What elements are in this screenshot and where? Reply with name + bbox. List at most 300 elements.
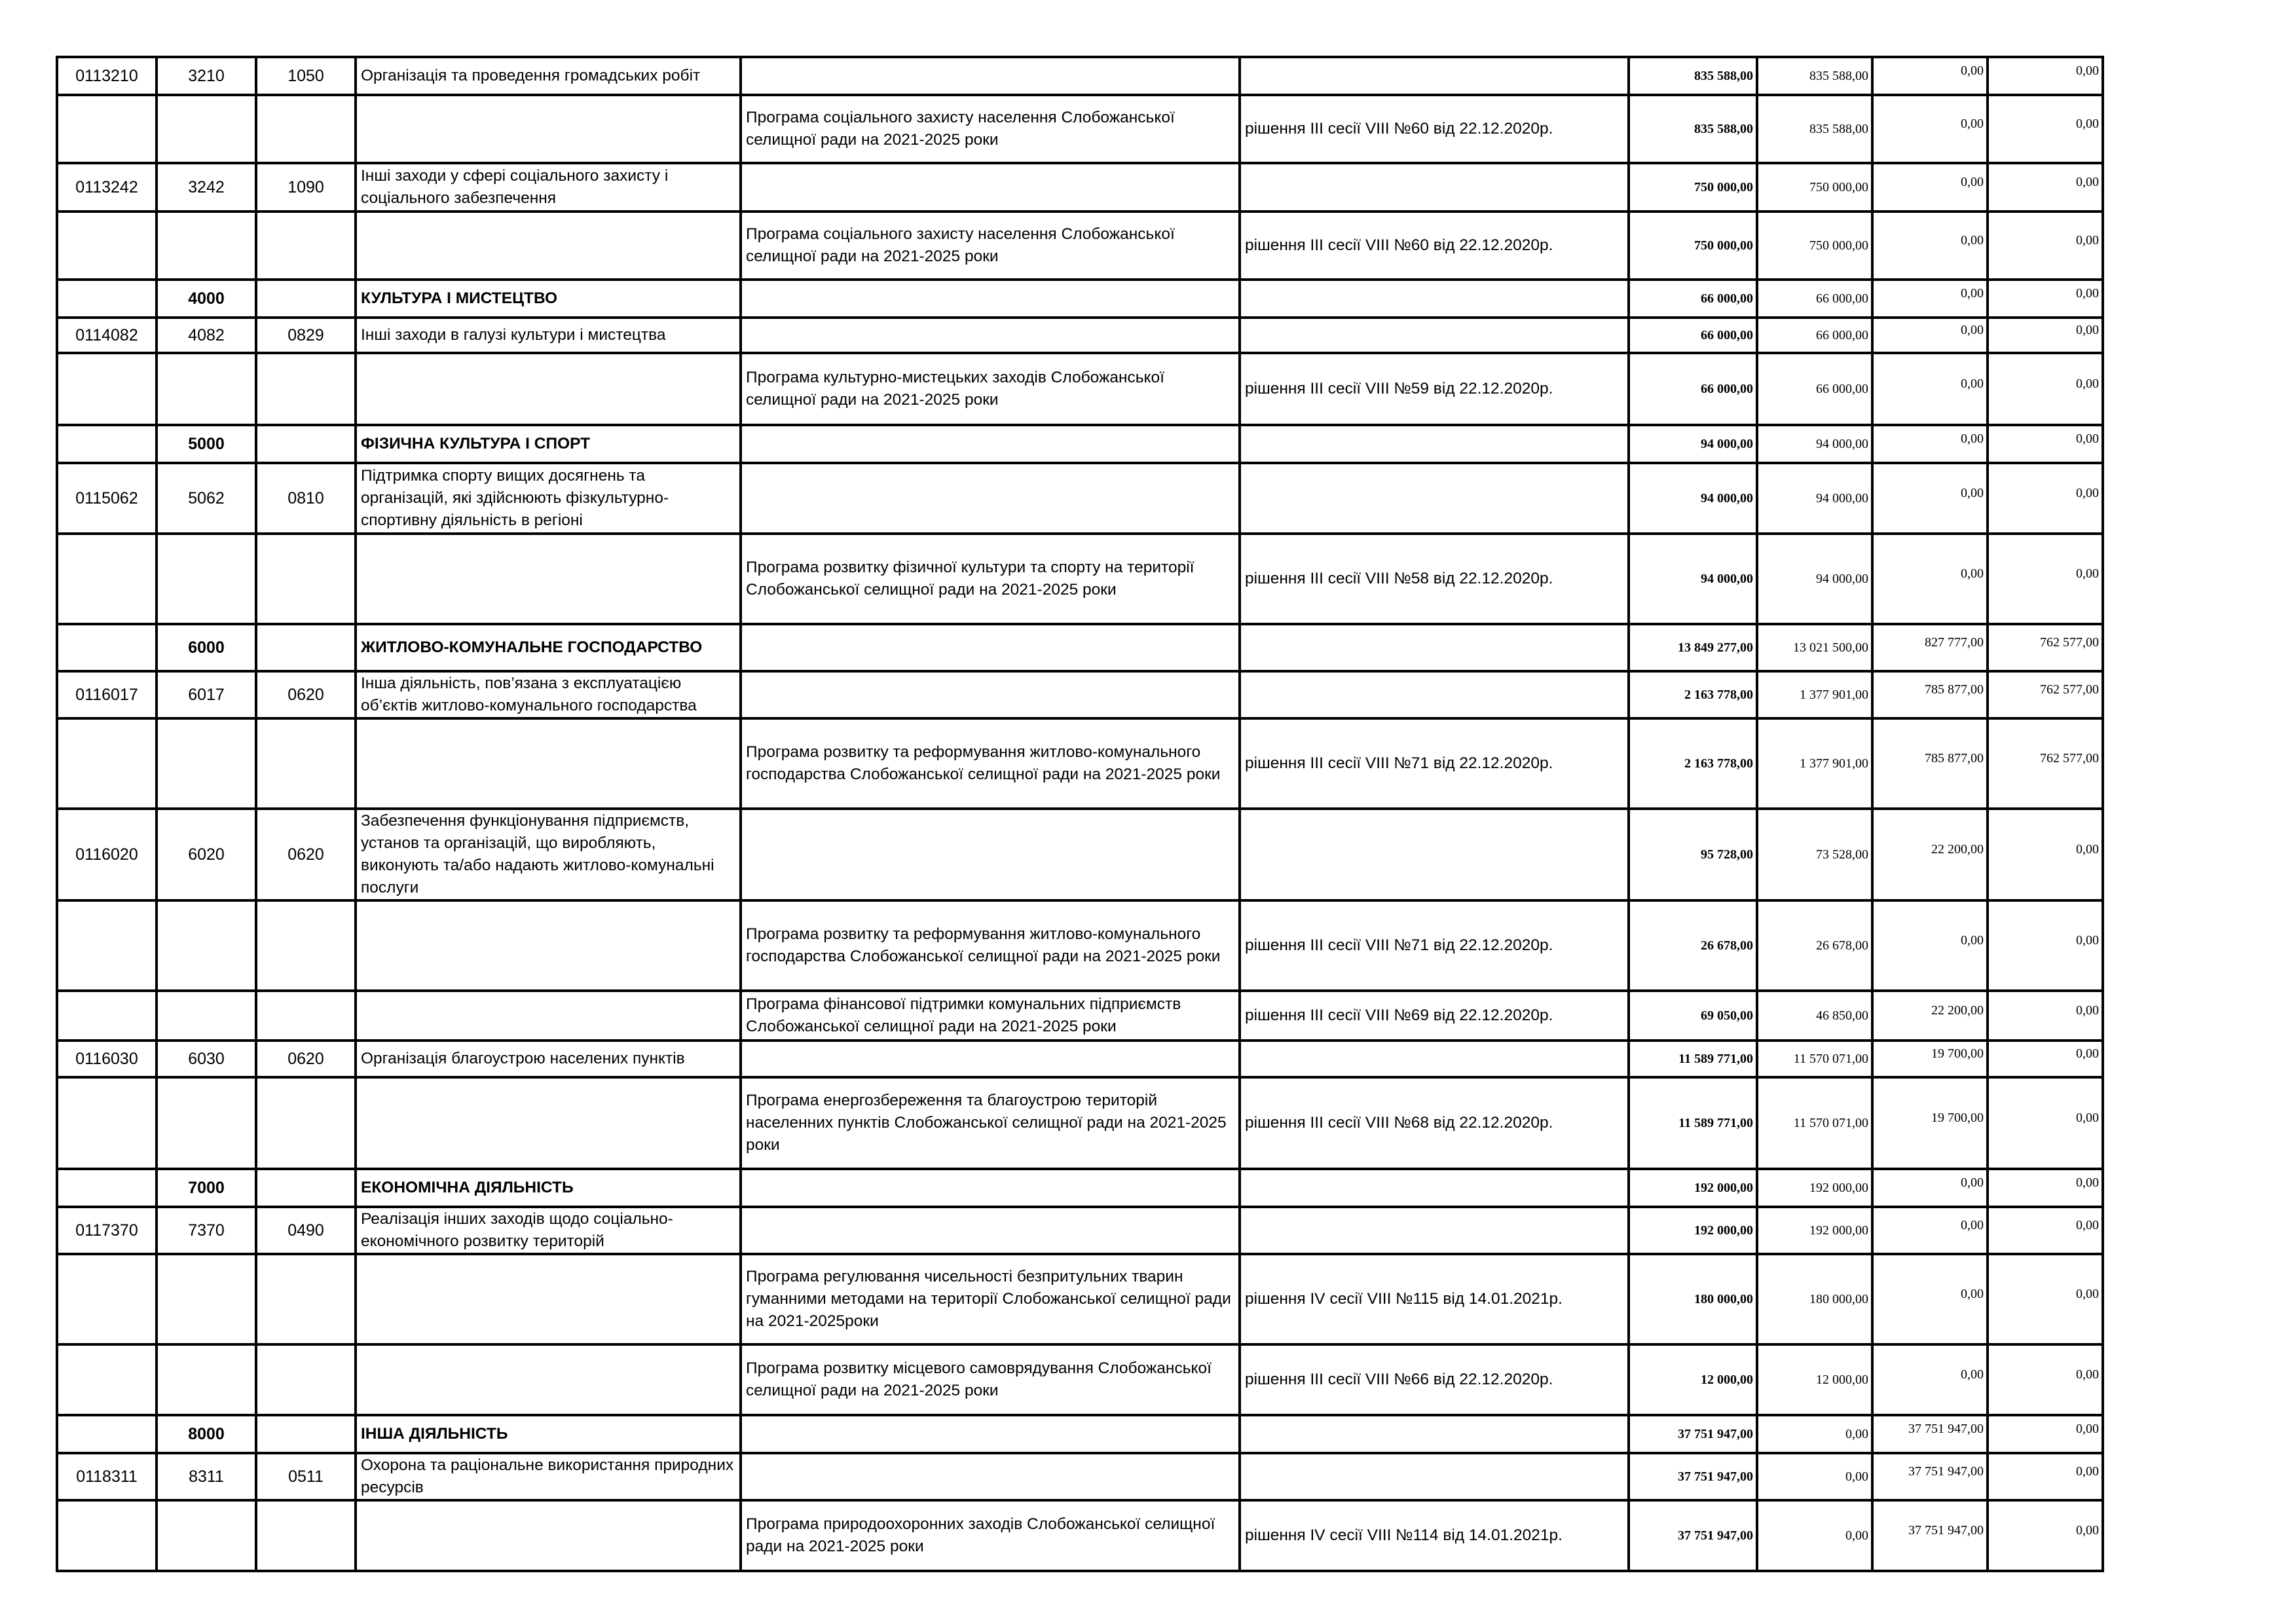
program-row xyxy=(57,534,2103,624)
special-fund-text: 0,00 xyxy=(1961,174,1984,189)
development-budget-cell xyxy=(1988,163,2103,212)
total-amount-cell xyxy=(1629,1453,1757,1500)
program-code-text: 0116017 xyxy=(75,685,138,704)
development-budget-cell xyxy=(1988,425,2103,463)
total-amount-cell xyxy=(1629,95,1757,163)
program-code-text: 0118311 xyxy=(76,1467,138,1486)
decision-cell xyxy=(1240,809,1629,900)
program-name-text: Програма соціального захисту населення Слобожанської селищної ради на 2021-2025 роки xyxy=(746,225,1175,265)
program-name-text: Програма розвитку місцевого самоврядування Слобожанської селищної ради на 2021-2025 роки xyxy=(746,1359,1212,1399)
item-name-cell xyxy=(356,57,741,95)
decision-text: рішення ІІІ сесії VIII №58 від 22.12.2020р. xyxy=(1245,570,1553,587)
general-fund-cell xyxy=(1757,318,1872,353)
item-name-cell xyxy=(356,1500,741,1571)
development-budget-cell xyxy=(1988,671,2103,718)
program-code-cell xyxy=(57,95,157,163)
program-name-text: Програма культурно-мистецьких заходів Слобожанської селищної ради на 2021-2025 роки xyxy=(746,369,1164,409)
fkvk-code-cell xyxy=(256,900,356,991)
total-amount-cell xyxy=(1629,425,1757,463)
general-fund-cell xyxy=(1757,1254,1872,1344)
program-code-cell xyxy=(57,1041,157,1077)
general-fund-cell xyxy=(1757,353,1872,425)
fkvk-code-cell xyxy=(256,534,356,624)
item-name-cell xyxy=(356,809,741,900)
function-code-text: 8311 xyxy=(189,1467,224,1486)
decision-text: рішення ІІІ сесії VIII №69 від 22.12.2020р. xyxy=(1245,1006,1553,1024)
item-name-cell xyxy=(356,1254,741,1344)
item-name-cell xyxy=(356,624,741,671)
item-name-cell xyxy=(356,163,741,212)
program-name-cell xyxy=(741,163,1240,212)
development-budget-cell xyxy=(1988,1344,2103,1415)
decision-cell xyxy=(1240,1169,1629,1207)
program-row xyxy=(57,212,2103,280)
item-name-text: ФІЗИЧНА КУЛЬТУРА І СПОРТ xyxy=(361,435,591,452)
decision-cell xyxy=(1240,534,1629,624)
total-amount-text: 11 589 771,00 xyxy=(1678,1051,1753,1066)
general-fund-cell xyxy=(1757,534,1872,624)
special-fund-text: 0,00 xyxy=(1961,1286,1984,1301)
general-fund-text: 750 000,00 xyxy=(1809,179,1868,194)
decision-cell xyxy=(1240,671,1629,718)
general-fund-text: 192 000,00 xyxy=(1809,1180,1868,1195)
total-amount-cell xyxy=(1629,1500,1757,1571)
fkvk-code-text: 0620 xyxy=(287,1049,324,1068)
total-amount-text: 192 000,00 xyxy=(1694,1180,1753,1195)
general-fund-cell xyxy=(1757,1207,1872,1254)
general-fund-text: 13 021 500,00 xyxy=(1793,640,1868,655)
development-budget-text: 0,00 xyxy=(2076,841,2099,857)
function-code-cell xyxy=(157,1169,256,1207)
special-fund-cell xyxy=(1872,900,1988,991)
development-budget-cell xyxy=(1988,991,2103,1041)
development-budget-text: 0,00 xyxy=(2076,1175,2099,1190)
special-fund-cell xyxy=(1872,57,1988,95)
development-budget-text: 0,00 xyxy=(2076,485,2099,500)
total-amount-cell xyxy=(1629,1415,1757,1453)
decision-cell xyxy=(1240,624,1629,671)
special-fund-text: 0,00 xyxy=(1961,232,1984,248)
development-budget-text: 0,00 xyxy=(2076,1286,2099,1301)
function-code-cell xyxy=(157,280,256,318)
item-name-cell xyxy=(356,991,741,1041)
general-fund-text: 66 000,00 xyxy=(1816,291,1868,306)
total-amount-text: 66 000,00 xyxy=(1701,291,1753,306)
fkvk-code-cell xyxy=(256,1254,356,1344)
program-code-cell xyxy=(57,318,157,353)
decision-text: рішення ІІІ сесії VIII №71 від 22.12.2020р. xyxy=(1245,754,1553,772)
total-amount-text: 750 000,00 xyxy=(1694,238,1753,253)
program-name-cell xyxy=(741,1169,1240,1207)
total-amount-cell xyxy=(1629,671,1757,718)
function-code-text: 6000 xyxy=(188,638,225,657)
fkvk-code-cell xyxy=(256,353,356,425)
special-fund-cell xyxy=(1872,1500,1988,1571)
general-fund-text: 192 000,00 xyxy=(1809,1223,1868,1238)
decision-cell xyxy=(1240,280,1629,318)
function-code-cell xyxy=(157,809,256,900)
special-fund-text: 0,00 xyxy=(1961,485,1984,500)
program-name-text: Програма енергозбереження та благоустрою територій населенних пунктів Слобожанської селищної ради на 2021-2025 роки xyxy=(746,1092,1227,1154)
program-code-cell xyxy=(57,809,157,900)
general-fund-text: 0,00 xyxy=(1845,1528,1868,1543)
development-budget-cell xyxy=(1988,534,2103,624)
total-amount-text: 2 163 778,00 xyxy=(1684,687,1753,702)
function-code-cell xyxy=(157,57,256,95)
item-name-text: Інші заходи у сфері соціального захисту і соціального забезпечення xyxy=(361,167,669,207)
general-fund-cell xyxy=(1757,463,1872,534)
total-amount-text: 835 588,00 xyxy=(1694,68,1753,83)
development-budget-cell xyxy=(1988,212,2103,280)
total-amount-text: 66 000,00 xyxy=(1701,327,1753,342)
decision-cell xyxy=(1240,425,1629,463)
development-budget-text: 0,00 xyxy=(2076,63,2099,78)
general-fund-text: 835 588,00 xyxy=(1809,121,1868,136)
program-name-cell xyxy=(741,900,1240,991)
program-name-cell xyxy=(741,425,1240,463)
development-budget-cell xyxy=(1988,463,2103,534)
function-code-cell xyxy=(157,425,256,463)
program-name-cell xyxy=(741,809,1240,900)
general-fund-text: 1 377 901,00 xyxy=(1800,756,1868,771)
program-name-cell xyxy=(741,353,1240,425)
general-fund-text: 0,00 xyxy=(1845,1426,1868,1441)
fkvk-code-cell xyxy=(256,1077,356,1169)
total-amount-cell xyxy=(1629,1169,1757,1207)
special-fund-cell xyxy=(1872,624,1988,671)
decision-text: рішення IV сесії VIII №115 від 14.01.2021р. xyxy=(1245,1290,1563,1308)
development-budget-text: 0,00 xyxy=(2076,286,2099,301)
fkvk-code-cell xyxy=(256,280,356,318)
total-amount-cell xyxy=(1629,163,1757,212)
general-fund-text: 94 000,00 xyxy=(1816,571,1868,586)
total-amount-text: 66 000,00 xyxy=(1701,381,1753,396)
decision-text: рішення ІІІ сесії VIII №68 від 22.12.2020р. xyxy=(1245,1114,1553,1132)
program-code-text: 0113210 xyxy=(75,66,138,85)
program-row xyxy=(57,900,2103,991)
function-code-text: 5062 xyxy=(188,489,225,507)
total-amount-cell xyxy=(1629,1041,1757,1077)
item-name-cell xyxy=(356,534,741,624)
special-fund-text: 785 877,00 xyxy=(1925,750,1984,766)
function-code-text: 4082 xyxy=(188,325,225,344)
decision-cell xyxy=(1240,1453,1629,1500)
item-name-cell xyxy=(356,671,741,718)
fkvk-code-cell xyxy=(256,1041,356,1077)
decision-text: рішення ІІІ сесії VIII №60 від 22.12.2020р. xyxy=(1245,120,1553,138)
decision-cell xyxy=(1240,1500,1629,1571)
program-name-text: Програма розвитку та реформування житлово-комунального господарства Слобожанської селищної ради на 2021-2025 роки xyxy=(746,743,1221,783)
special-fund-cell xyxy=(1872,1453,1988,1500)
program-code-text: 0116030 xyxy=(75,1049,138,1068)
general-fund-cell xyxy=(1757,425,1872,463)
total-amount-text: 835 588,00 xyxy=(1694,121,1753,136)
total-amount-cell xyxy=(1629,991,1757,1041)
total-amount-text: 37 751 947,00 xyxy=(1678,1528,1753,1543)
special-fund-cell xyxy=(1872,809,1988,900)
development-budget-cell xyxy=(1988,1077,2103,1169)
development-budget-text: 0,00 xyxy=(2076,1367,2099,1382)
development-budget-cell xyxy=(1988,318,2103,353)
general-fund-text: 11 570 071,00 xyxy=(1793,1115,1868,1130)
program-name-cell xyxy=(741,57,1240,95)
development-budget-text: 0,00 xyxy=(2076,1464,2099,1479)
item-name-cell xyxy=(356,95,741,163)
program-name-text: Програма соціального захисту населення Слобожанської селищної ради на 2021-2025 роки xyxy=(746,109,1175,149)
program-code-cell xyxy=(57,1344,157,1415)
development-budget-cell xyxy=(1988,1254,2103,1344)
fkvk-code-cell xyxy=(256,1453,356,1500)
item-name-text: ЕКОНОМІЧНА ДІЯЛЬНІСТЬ xyxy=(361,1179,574,1196)
total-amount-text: 12 000,00 xyxy=(1701,1372,1753,1387)
special-fund-cell xyxy=(1872,534,1988,624)
general-fund-text: 94 000,00 xyxy=(1816,490,1868,506)
budget-item-row xyxy=(57,809,2103,900)
fkvk-code-text: 0490 xyxy=(287,1221,324,1240)
general-fund-cell xyxy=(1757,1453,1872,1500)
decision-text: рішення ІІІ сесії VIII №60 від 22.12.2020р. xyxy=(1245,236,1553,254)
function-code-cell xyxy=(157,1041,256,1077)
item-name-text: Інші заходи в галузі культури і мистецтва xyxy=(361,326,666,344)
general-fund-cell xyxy=(1757,1041,1872,1077)
function-code-text: 6017 xyxy=(188,685,225,704)
general-fund-cell xyxy=(1757,1077,1872,1169)
special-fund-cell xyxy=(1872,1207,1988,1254)
total-amount-cell xyxy=(1629,212,1757,280)
fkvk-code-text: 0829 xyxy=(287,325,324,344)
item-name-text: Реалізація інших заходів щодо соціально-економічного розвитку територій xyxy=(361,1210,673,1250)
development-budget-cell xyxy=(1988,900,2103,991)
total-amount-cell xyxy=(1629,57,1757,95)
general-fund-text: 12 000,00 xyxy=(1816,1372,1868,1387)
special-fund-text: 0,00 xyxy=(1961,1367,1984,1382)
fkvk-code-cell xyxy=(256,991,356,1041)
total-amount-cell xyxy=(1629,809,1757,900)
program-name-cell xyxy=(741,671,1240,718)
development-budget-cell xyxy=(1988,718,2103,809)
item-name-cell xyxy=(356,1077,741,1169)
program-code-cell xyxy=(57,534,157,624)
item-name-cell xyxy=(356,1415,741,1453)
special-fund-text: 37 751 947,00 xyxy=(1908,1464,1984,1479)
program-code-cell xyxy=(57,1077,157,1169)
development-budget-text: 0,00 xyxy=(2076,1110,2099,1125)
program-name-text: Програма природоохоронних заходів Слобожанської селищної ради на 2021-2025 роки xyxy=(746,1515,1215,1555)
function-code-cell xyxy=(157,1453,256,1500)
special-fund-cell xyxy=(1872,353,1988,425)
special-fund-cell xyxy=(1872,671,1988,718)
development-budget-text: 0,00 xyxy=(2076,1522,2099,1538)
program-name-cell xyxy=(741,95,1240,163)
total-amount-text: 94 000,00 xyxy=(1701,436,1753,451)
special-fund-cell xyxy=(1872,212,1988,280)
special-fund-cell xyxy=(1872,1041,1988,1077)
item-name-text: Підтримка спорту вищих досягнень та організацій, які здійснюють фізкультурно-спортивну діяльність в регіоні xyxy=(361,467,669,529)
special-fund-cell xyxy=(1872,1415,1988,1453)
program-name-text: Програма розвитку фізичної культури та спорту на території Слобожанської селищної ради на 2021-2025 роки xyxy=(746,559,1194,599)
development-budget-cell xyxy=(1988,624,2103,671)
development-budget-cell xyxy=(1988,57,2103,95)
item-name-text: Охорона та раціональне використання природних ресурсів xyxy=(361,1456,734,1496)
special-fund-text: 0,00 xyxy=(1961,63,1984,78)
decision-cell xyxy=(1240,1041,1629,1077)
function-code-text: 5000 xyxy=(188,434,225,453)
section-row xyxy=(57,1415,2103,1453)
total-amount-text: 180 000,00 xyxy=(1694,1291,1753,1306)
function-code-text: 7370 xyxy=(188,1221,225,1240)
item-name-cell xyxy=(356,353,741,425)
function-code-cell xyxy=(157,718,256,809)
development-budget-text: 0,00 xyxy=(2076,174,2099,189)
development-budget-text: 0,00 xyxy=(2076,232,2099,248)
development-budget-cell xyxy=(1988,1207,2103,1254)
program-name-cell xyxy=(741,318,1240,353)
special-fund-text: 37 751 947,00 xyxy=(1908,1421,1984,1436)
decision-text: рішення IV сесії VIII №114 від 14.01.2021р. xyxy=(1245,1526,1563,1544)
fkvk-code-cell xyxy=(256,463,356,534)
general-fund-text: 835 588,00 xyxy=(1809,68,1868,83)
special-fund-cell xyxy=(1872,1254,1988,1344)
function-code-text: 3210 xyxy=(188,66,225,85)
program-name-text: Програма регулювання чисельності безпритульних тварин гуманними методами на території Слобожанської селищної ради на 2021-2025роки xyxy=(746,1268,1231,1330)
item-name-text: ЖИТЛОВО-КОМУНАЛЬНЕ ГОСПОДАРСТВО xyxy=(361,638,703,656)
function-code-text: 6020 xyxy=(188,845,225,864)
decision-cell xyxy=(1240,1207,1629,1254)
item-name-text: Забезпечення функціонування підприємств, установ та організацій, що виробляють, виконують та/або надають житлово-комунальні послуги xyxy=(361,812,714,896)
general-fund-cell xyxy=(1757,624,1872,671)
total-amount-cell xyxy=(1629,1254,1757,1344)
function-code-cell xyxy=(157,1344,256,1415)
special-fund-text: 22 200,00 xyxy=(1931,1003,1984,1018)
special-fund-cell xyxy=(1872,718,1988,809)
program-code-cell xyxy=(57,463,157,534)
fkvk-code-cell xyxy=(256,1207,356,1254)
function-code-cell xyxy=(157,1415,256,1453)
program-name-cell xyxy=(741,463,1240,534)
fkvk-code-cell xyxy=(256,624,356,671)
program-code-cell xyxy=(57,1207,157,1254)
general-fund-text: 180 000,00 xyxy=(1809,1291,1868,1306)
total-amount-text: 11 589 771,00 xyxy=(1678,1115,1753,1130)
program-name-cell xyxy=(741,1500,1240,1571)
special-fund-text: 0,00 xyxy=(1961,116,1984,131)
program-name-cell xyxy=(741,1415,1240,1453)
program-code-cell xyxy=(57,718,157,809)
program-name-cell xyxy=(741,280,1240,318)
fkvk-code-text: 0511 xyxy=(288,1467,324,1486)
special-fund-text: 0,00 xyxy=(1961,286,1984,301)
function-code-cell xyxy=(157,671,256,718)
decision-cell xyxy=(1240,718,1629,809)
general-fund-text: 66 000,00 xyxy=(1816,327,1868,342)
decision-text: рішення ІІІ сесії VIII №59 від 22.12.2020р. xyxy=(1245,380,1553,397)
special-fund-text: 0,00 xyxy=(1961,932,1984,948)
budget-item-row xyxy=(57,671,2103,718)
fkvk-code-text: 1050 xyxy=(287,66,324,85)
decision-cell xyxy=(1240,57,1629,95)
program-name-cell xyxy=(741,718,1240,809)
budget-item-row xyxy=(57,57,2103,95)
decision-cell xyxy=(1240,1254,1629,1344)
special-fund-text: 19 700,00 xyxy=(1931,1046,1984,1061)
special-fund-cell xyxy=(1872,425,1988,463)
program-name-cell xyxy=(741,1207,1240,1254)
program-code-cell xyxy=(57,991,157,1041)
program-code-cell xyxy=(57,1169,157,1207)
program-row xyxy=(57,1254,2103,1344)
program-name-cell xyxy=(741,212,1240,280)
total-amount-cell xyxy=(1629,280,1757,318)
total-amount-text: 37 751 947,00 xyxy=(1678,1469,1753,1484)
fkvk-code-text: 0620 xyxy=(287,685,324,704)
function-code-text: 6030 xyxy=(188,1049,225,1068)
development-budget-text: 0,00 xyxy=(2076,322,2099,337)
function-code-cell xyxy=(157,1500,256,1571)
decision-cell xyxy=(1240,95,1629,163)
decision-text: рішення ІІІ сесії VIII №66 від 22.12.2020р. xyxy=(1245,1371,1553,1388)
function-code-cell xyxy=(157,991,256,1041)
program-code-cell xyxy=(57,163,157,212)
general-fund-text: 26 678,00 xyxy=(1816,938,1868,953)
program-row xyxy=(57,991,2103,1041)
special-fund-text: 19 700,00 xyxy=(1931,1110,1984,1125)
item-name-cell xyxy=(356,1344,741,1415)
program-row xyxy=(57,95,2103,163)
development-budget-text: 762 577,00 xyxy=(2040,682,2099,697)
program-code-cell xyxy=(57,1254,157,1344)
function-code-text: 7000 xyxy=(188,1178,225,1197)
item-name-cell xyxy=(356,280,741,318)
function-code-cell xyxy=(157,900,256,991)
development-budget-cell xyxy=(1988,353,2103,425)
fkvk-code-cell xyxy=(256,163,356,212)
development-budget-text: 762 577,00 xyxy=(2040,635,2099,650)
development-budget-text: 0,00 xyxy=(2076,1217,2099,1232)
function-code-cell xyxy=(157,95,256,163)
item-name-cell xyxy=(356,1169,741,1207)
special-fund-text: 0,00 xyxy=(1961,566,1984,581)
program-name-cell xyxy=(741,991,1240,1041)
budget-item-row xyxy=(57,1453,2103,1500)
general-fund-cell xyxy=(1757,280,1872,318)
development-budget-text: 0,00 xyxy=(2076,1003,2099,1018)
total-amount-cell xyxy=(1629,534,1757,624)
program-code-cell xyxy=(57,57,157,95)
general-fund-cell xyxy=(1757,809,1872,900)
program-code-text: 0116020 xyxy=(75,845,138,864)
item-name-cell xyxy=(356,1207,741,1254)
development-budget-cell xyxy=(1988,280,2103,318)
general-fund-cell xyxy=(1757,900,1872,991)
total-amount-text: 95 728,00 xyxy=(1701,847,1753,862)
item-name-cell xyxy=(356,718,741,809)
special-fund-text: 785 877,00 xyxy=(1925,682,1984,697)
general-fund-cell xyxy=(1757,718,1872,809)
fkvk-code-cell xyxy=(256,425,356,463)
budget-item-row xyxy=(57,463,2103,534)
special-fund-text: 0,00 xyxy=(1961,1217,1984,1232)
decision-cell xyxy=(1240,900,1629,991)
decision-cell xyxy=(1240,1077,1629,1169)
total-amount-text: 94 000,00 xyxy=(1701,571,1753,586)
general-fund-text: 46 850,00 xyxy=(1816,1008,1868,1023)
fkvk-code-cell xyxy=(256,318,356,353)
total-amount-cell xyxy=(1629,318,1757,353)
total-amount-cell xyxy=(1629,353,1757,425)
development-budget-text: 0,00 xyxy=(2076,116,2099,131)
function-code-text: 3242 xyxy=(188,177,225,196)
program-row xyxy=(57,1077,2103,1169)
